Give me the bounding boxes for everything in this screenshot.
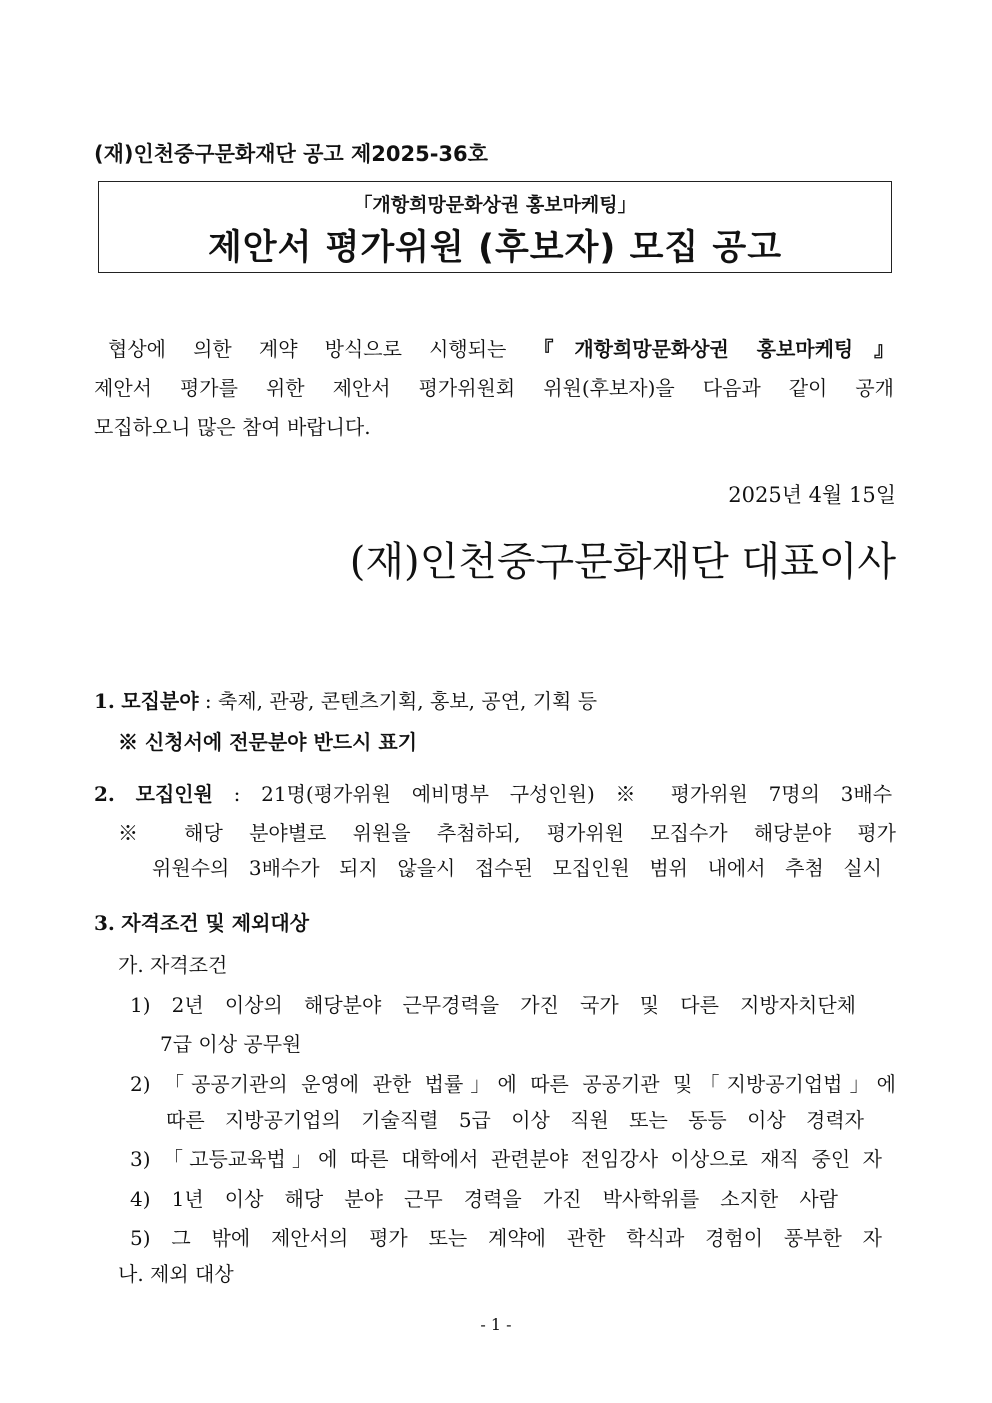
section-3-number: 3. <box>94 911 115 935</box>
intro-line-1 <box>94 333 894 362</box>
section-2-note-line-2: 위원수의 3배수가 되지 않을시 접수된 모집인원 범위 내에서 추첨 실시 <box>152 856 882 880</box>
section-2-number: 2. <box>94 782 115 806</box>
section-3-heading: 자격조건 및 제외대상 <box>121 911 310 935</box>
section-2-line <box>94 778 892 807</box>
section-2-colon: : <box>233 782 241 806</box>
section-3-line <box>94 907 309 936</box>
title-box <box>98 181 892 273</box>
section-1-line <box>94 685 597 714</box>
page-number: - 1 - <box>480 1315 512 1334</box>
section-3-sub-a: 가. 자격조건 <box>118 953 228 977</box>
section-1-note: ※ 신청서에 전문분야 반드시 표기 <box>118 730 418 754</box>
intro-line1-prefix: 협상에 의한 계약 방식으로 시행되는 <box>108 337 507 361</box>
section-3-item-5: 5) 그 밖에 제안서의 평가 또는 계약에 관한 학식과 경험이 풍부한 자 <box>130 1226 882 1250</box>
section-1-number: 1. <box>94 689 115 713</box>
announcement-date: 2025년 4월 15일 <box>728 483 896 507</box>
section-3-item-2-line-2: 따른 지방공기업의 기술직렬 5급 이상 직원 또는 동등 이상 경력자 <box>166 1108 864 1132</box>
section-1-heading: 모집분야 <box>121 689 199 713</box>
section-3-sub-b: 나. 제외 대상 <box>118 1262 234 1286</box>
intro-line-2: 제안서 평가를 위한 제안서 평가위원회 위원(후보자)을 다음과 같이 공개 <box>94 376 894 400</box>
title-main: 제안서 평가위원 (후보자) 모집 공고 <box>207 228 783 268</box>
intro-project-name: 『개항희망문화상권 홍보마케팅』 <box>533 337 895 361</box>
section-3-item-3: 3) 「고등교육법」에 따른 대학에서 관련분야 전임강사 이상으로 재직 중인 자 <box>130 1147 882 1171</box>
notice-number: (재)인천중구문화재단 공고 제2025-36호 <box>94 142 488 166</box>
title-subtitle: 「개항희망문화상권 홍보마케팅」 <box>353 194 637 216</box>
signature: (재)인천중구문화재단 대표이사 <box>349 539 896 585</box>
section-1-colon: : <box>204 689 212 713</box>
section-3-item-1-line-2: 7급 이상 공무원 <box>160 1032 302 1056</box>
section-2-content: 21명(평가위원 예비명부 구성인원) ※ 평가위원 7명의 3배수 <box>261 782 893 806</box>
section-2-heading: 모집인원 <box>135 782 213 806</box>
section-3-item-4: 4) 1년 이상 해당 분야 근무 경력을 가진 박사학위를 소지한 사람 <box>130 1187 838 1211</box>
section-2-note-line-1: ※ 해당 분야별로 위원을 추첨하되, 평가위원 모집수가 해당분야 평가 <box>118 821 896 845</box>
intro-line-3: 모집하오니 많은 참여 바랍니다. <box>94 415 371 439</box>
section-1-content: 축제, 관광, 콘텐츠기획, 홍보, 공연, 기획 등 <box>218 689 598 713</box>
section-3-item-2-line-1: 2) 「공공기관의 운영에 관한 법률」에 따른 공공기관 및「지방공기업법」에 <box>130 1072 896 1096</box>
section-3-item-1-line-1: 1) 2년 이상의 해당분야 근무경력을 가진 국가 및 다른 지방자치단체 <box>130 993 856 1017</box>
